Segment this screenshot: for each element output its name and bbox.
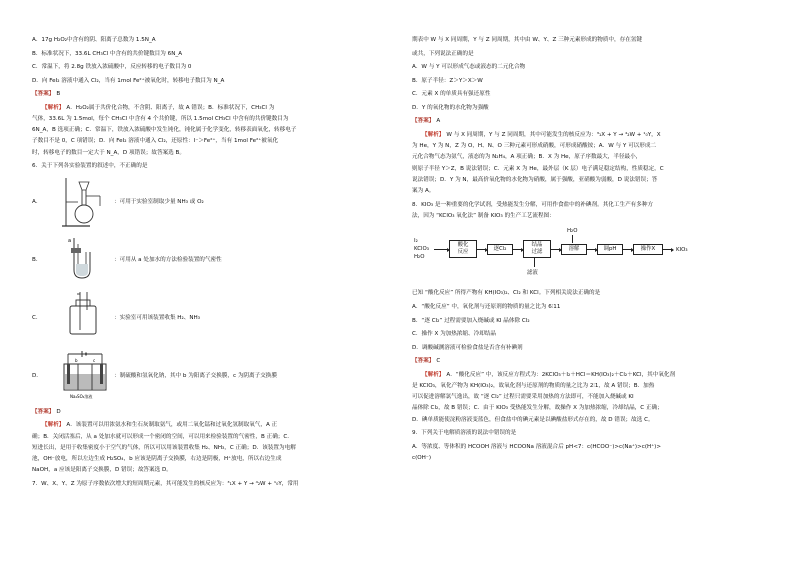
analysis-tag: 【解析】: [42, 104, 65, 111]
option-text: ：制硫酸和氢氧化钠，其中 b 为阳离子交换膜，c 为阴离子交换膜: [114, 372, 277, 379]
q8-option-a: A．“酸化反应” 中，氧化剂与还原剂的物质的量之比为 6∶11: [412, 303, 561, 310]
q8-note: 已知 “酸化反应” 所得产物有 KH(IO₃)₂、Cl₂ 和 KCl。下列相关说法正确的是: [412, 290, 601, 297]
q7-option-c: C．元素 X 的单质具有强还原性: [412, 91, 491, 98]
answer-tag: 【答案】: [412, 118, 435, 125]
q6-option-a: [32, 176, 387, 228]
q9-option-a: A．等浓度、等体积的 HCOOH 溶液与 HCOONa 溶液混合后 pH<7：c(HCOO⁻)>c(Na⁺)>c(H⁺)>: [412, 443, 662, 450]
q5-option-b: B．标准状况下，33.6L CH₃Cl 中含有的共价键数目为 6N_A: [32, 50, 183, 57]
q6-stem: 6．关于下列各实验装置的叙述中，不正确的是: [32, 163, 148, 170]
answer-value: A: [436, 118, 441, 125]
q8-stem: 8．KIO₃ 是一种重要的化学试剂，受热能发生分解，可用作食盐中的补碘剂。其化工生产有多种方: [412, 201, 654, 208]
svg-text:b: b: [75, 357, 78, 363]
q5-analysis-line: 气体，33.6L 为 1.5mol，每个 CH₃Cl 中含有 4 个共价键，所以 1.5mol CH₃Cl 中含有的共价键数目为: [32, 115, 289, 122]
q8-analysis-line: D．碘单质能使淀粉溶液变蓝色，但食盐中的碘元素是以碘酸盐形式存在的，故 D 错误；故选 C。: [412, 416, 654, 423]
answer-tag: 【答案】: [412, 358, 435, 365]
q5-analysis-line: 时，转移电子的数目一定大于 N_A，D 项错误；故答案选 B。: [32, 149, 185, 156]
option-letter: C．: [32, 314, 42, 321]
flow-product: KIO₃: [676, 247, 688, 254]
q7-option-b: B．原子半径：Z＞Y＞X＞W: [412, 77, 483, 84]
flow-water-arrow: [572, 235, 573, 243]
flow-input-kclo3: KClO₃: [414, 246, 429, 253]
q9-option-a-cont: c(OH⁻): [412, 455, 432, 462]
answer-value: C: [436, 358, 441, 365]
u-tube-figure: [60, 234, 110, 286]
q8-option-c: C．操作 X 为加热浓缩、冷却结晶: [412, 331, 497, 338]
left-column: [32, 36, 387, 493]
q7-stem-cont: 期表中 W 与 X 同周期，Y 与 Z 同周期，其中由 W、Y、Z 三种元素形成的物质中，存在氢键: [412, 37, 642, 43]
flow-down-arrow: [534, 258, 535, 267]
q8-analysis-line: 是 KClO₃，氧化产物为 KH(IO₃)₂，故氧化剂与还原剂的物质的量之比为 2∶1，故 A 错误；B．加热: [412, 382, 655, 389]
q7-analysis-line: 案为 A。: [412, 188, 435, 195]
flow-arrow: [476, 249, 486, 250]
electrolyte-label: Na₂SO₄溶液: [70, 393, 93, 399]
q5-analysis-line: 【解析】 A．H₂O₂属于共价化合物，不含阴、阳离子，故 A 错误；B．标准状况下，CH₃Cl 为: [42, 104, 275, 111]
answer-value: D: [56, 408, 61, 415]
q6-answer: [32, 408, 387, 417]
option-text: ：可用于实验室制取少量 NH₃ 或 O₂: [114, 198, 204, 205]
flow-arrow: [512, 249, 522, 250]
svg-text:a: a: [68, 237, 72, 244]
q7-answer: [412, 117, 764, 126]
q5-analysis-line: 6N_A，B 选项正确；C．常温下，铁放入浓硫酸中发生钝化，钝化属于化学变化，转移表面氧化，转移电子: [32, 127, 297, 134]
q7-option-a: A．W 与 Y 可以形成气态或液态的二元化合物: [412, 64, 526, 71]
analysis-tag: 【解析】: [42, 422, 65, 429]
q6-analysis-line: 【解析】 A．该装置可以用浓氨水和生石灰制取氨气，或用二氧化锰和过氧化氢制取氧气，A 正: [42, 422, 278, 429]
q6-option-c: [32, 292, 387, 344]
q5-option-d: D．向 FeI₂ 溶液中通入 Cl₂，当有 1mol Fe²⁺被氧化时，转移电子数目为 N_A: [32, 77, 225, 84]
flow-step-acidify: 酸化 反应: [449, 240, 477, 258]
q6-analysis-line: 确；B．关闭活塞后，从 a 处加水就可以形成一个密闭的空间，可以用来检验装置的气密性，B 正确；C．: [32, 433, 293, 440]
option-text: ：实验室可用该装置收集 H₂、NH₃: [114, 314, 200, 321]
flow-step-dissolve: 溶解: [561, 244, 587, 255]
flow-filtrate-label: 滤液: [527, 270, 538, 277]
q7-option-d: D．Y 的氧化物的水化物为强酸: [412, 104, 489, 111]
answer-tag: 【答案】: [32, 408, 55, 415]
q8-analysis-line: 【解析】 A．“酸化反应” 中，该反应方程式为：2KClO₃＋I₂＋HCl＝KH(IO₃)₂＋Cl₂＋KCl，其中氧化剂: [422, 371, 676, 378]
q5-option-a: A．17g H₂O₂中含有的阴、阳离子总数为 1.5N_A: [32, 37, 156, 43]
flow-arrow: [434, 249, 448, 250]
q6-option-d: [32, 350, 387, 402]
q6-analysis-line: 池，OH⁻放电，所以左边生成 H₂SO₄，b 应该是阴离子交换膜，右边是阴极，H⁺放电，所以右边生成: [32, 456, 282, 463]
flow-step-crystallize: 结晶 过滤: [523, 240, 551, 258]
option-letter: D．: [32, 372, 42, 379]
q8-answer: [412, 357, 764, 366]
flow-step-remove-cl2: 逐Cl₂: [487, 244, 513, 255]
svg-text:c: c: [93, 357, 96, 363]
q5-option-c: C．常温下，将 2.8g 铁放入浓硫酸中，反应转移的电子数目为 0: [32, 64, 192, 71]
q6-analysis-line: 短进长出，是用于收集密度小于空气的气体，所以可以用该装置收集 H₂、NH₃，C 正确；D．该装置为电解: [32, 444, 296, 451]
q7-stem-cont: 或共，下列说法正确的是: [412, 50, 474, 57]
process-flow-chart: [412, 225, 764, 285]
flow-arrow: [586, 249, 596, 250]
flow-arrow: [662, 249, 672, 250]
q5-analysis-line: 子数目不是 0，C 项错误；D．向 FeI₂ 溶液中通入 Cl₂，还原性：I⁻＞Fe²⁺，当有 1mol Fe²⁺被氧化: [32, 138, 279, 145]
q8-stem: 法，因为 “KClO₃ 氧化法” 制备 KIO₃ 的生产工艺流程图：: [412, 212, 555, 219]
q9-stem: 9．下列关于电解质溶液的说法中错误的是: [412, 430, 517, 437]
answer-value: B: [56, 91, 61, 98]
analysis-tag: 【解析】: [422, 371, 445, 378]
q7-stem: 7．W、X、Y、Z 为原子序数依次增大的短周期元素，其可能发生的核反应为：³₁X + Y → ⁴₂W + ¹₀Y，常用: [32, 480, 299, 487]
answer-tag: 【答案】: [32, 91, 55, 98]
flow-water-label: H₂O: [567, 228, 578, 235]
q7-analysis-line: 说法错误；D．Y 为 N，最高价氧化物的水化物为硝酸，属于强酸，亚硝酸为弱酸，D 说法错误；答: [412, 176, 658, 183]
flow-step-adjust-ph: 调pH: [597, 244, 623, 255]
q5-answer: [32, 90, 387, 99]
q8-analysis-line: 可以促进溶解氯气逸出，故 “逐 Cl₂” 过程只需要采用加热的方法即可，不能加入烧碱或 KI: [412, 394, 634, 401]
option-text: ：可用从 a 处加水的方法检验装置的气密性: [114, 256, 222, 263]
flow-step-operation-x: 操作X: [633, 244, 663, 255]
analysis-tag: 【解析】: [422, 131, 445, 138]
electrolysis-cell-figure: [60, 350, 110, 402]
flow-input-i2: I₂: [414, 238, 418, 245]
q8-option-b: B．“逐 Cl₂” 过程需要加入烧碱或 KI 晶体除 Cl₂: [412, 317, 530, 324]
option-letter: B．: [32, 256, 42, 263]
q7-analysis-line: 为 He，Y 为 N，Z 为 O，H、N、O 三种元素可形成硝酸，可形成硝酸铵；A．W 与 Y 可以形成二: [412, 143, 657, 150]
q8-analysis-line: 晶体除 Cl₂，故 B 错误；C．由于 KIO₃ 受热能发生分解，故操作 X 为加热浓缩，冷却结晶，C 正确；: [412, 405, 663, 412]
q7-analysis-line: 则原子半径 Y＞Z，B 说法错误；C．元素 X 为 He，最外层（K 层）电子满足稳定结构，性质稳定，C: [412, 165, 664, 172]
q6-option-b: [32, 234, 387, 286]
q7-analysis-line: 【解析】 W 与 X 同周期，Y 与 Z 同周期，其中可能发生的核反应为：³₁X + Y → ⁴₂W + ¹₀Y，X: [422, 131, 661, 138]
flow-arrow: [550, 249, 560, 250]
q6-analysis-line: NaOH，a 应该是阳离子交换膜，D 错误；故答案选 D。: [32, 467, 172, 474]
q8-option-d: D．调酸碱测溶液可检验食盐是否含有补碘剂: [412, 344, 523, 351]
gas-bottle-figure: [60, 292, 110, 344]
option-letter: A．: [32, 198, 42, 205]
flow-input-water: H₂O: [414, 254, 425, 261]
flow-arrow: [622, 249, 632, 250]
flask-apparatus-figure: [60, 176, 110, 228]
q7-analysis-line: 元化合物气态为氨气，液态的为 N₂H₄，A 项正确；B．X 为 He，原子序数最大，半径最小，: [412, 154, 642, 161]
right-column: [412, 36, 764, 468]
